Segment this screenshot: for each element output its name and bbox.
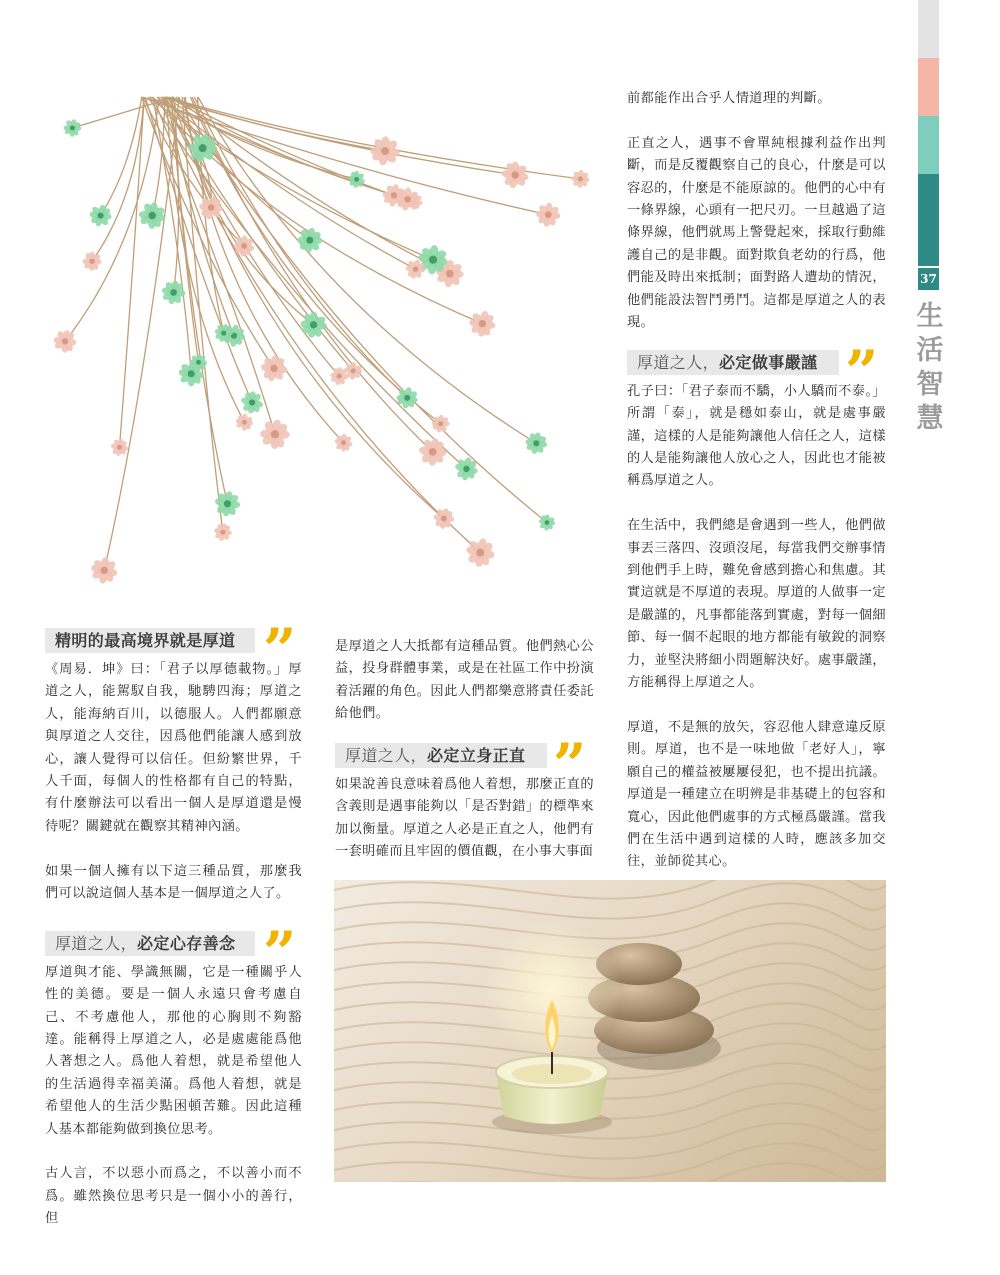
heading-prefix: 厚道之人，: [55, 933, 138, 953]
quote-mark-icon: ”: [845, 337, 873, 406]
pink-bloom: [110, 438, 128, 456]
green-bloom: [538, 514, 555, 531]
green-bloom: [63, 119, 81, 137]
pink-bloom: [536, 202, 561, 227]
heading-strong: 必定做事嚴謹: [719, 352, 818, 372]
paragraph: 正直之人，遇事不會單純根據利益作出判斷，而是反覆觀察自己的良心，什麼是可以容忍的，什麼是不能原諒的。他們的心中有一條界線，心頭有一把尺刃。一旦越過了這條界線，他們就馬上警覺起來，採取行動維護自己的是非觀。面對欺負老幼的行爲，他們能及時出來抵制；面對路人遭劫的情況，他們能設法智鬥勇鬥。這都是厚道之人的表現。: [627, 135, 886, 331]
green-bloom: [240, 391, 263, 414]
paragraph: 厚道與才能、學識無關，它是一種關乎人性的美德。要是一個人永遠只會考慮自己、不考慮他人，那他的心胸則不夠豁達。能稱得上厚道之人，必是處處能爲他人著想之人。爲他人着想，就是希望他人的生活過得幸福美滿。爲他人着想，就是希望他人的生活少點困頓苦難。因此這種人基本都能夠做到換位思考。: [45, 964, 302, 1137]
quote-mark-icon: ”: [263, 616, 291, 684]
heading-strong: 必定心存善念: [137, 933, 236, 953]
green-bloom: [139, 202, 167, 229]
paragraph: 《周易．坤》曰：「君子以厚德載物。」厚道之人，能駕馭自我，馳騁四海；厚道之人，能海納百川，以德服人。人們都願意與厚道之人交往，因爲他們能讓人感到放心，讓人覺得可以信任。但紛繁世界，千人千面，每個人的性格都有自己的特點，有什麼辦法可以看出一個人是厚道還是慢待呢？關鍵就在觀察其精神內涵。: [45, 662, 302, 834]
pink-bloom: [571, 170, 590, 189]
column-3: [627, 88, 886, 874]
tab-gray: [918, 0, 939, 58]
quote-mark-icon: ”: [263, 918, 291, 987]
pink-bloom: [469, 310, 496, 337]
heading-kind-heart: [45, 918, 302, 987]
section-tab-strip: [918, 0, 939, 266]
pink-bloom: [370, 136, 400, 166]
flower-photo: [45, 92, 610, 600]
green-bloom: [525, 432, 548, 455]
tab-mint: [918, 116, 939, 174]
tab-teal: [918, 174, 939, 266]
pink-bloom: [432, 415, 450, 433]
pink-bloom: [261, 355, 288, 382]
heading-upright: [335, 731, 594, 800]
green-bloom: [297, 227, 322, 253]
page-number: 37: [918, 268, 939, 290]
flower-illustration: [45, 92, 610, 600]
paragraph: 前都能作出合乎人情道理的判斷。: [627, 91, 831, 106]
paragraph: 是厚道之人大抵都有這種品質。他們熱心公益，投身群體事業，或是在社區工作中扮演着活躍的角色。因此人們都樂意將責任委託給他們。: [335, 639, 594, 722]
paragraph: 古人言，不以惡小而爲之，不以善小而不爲。雖然換位思考只是一個小小的善行，但: [45, 1166, 302, 1227]
paragraph: 孔子曰：「君子泰而不驕，小人驕而不泰。」所謂「泰」，就是穩如泰山，就是處事嚴謹，這樣的人是能夠讓他人信任之人，這樣的人是能夠讓他人放心之人，因此也才能被稱爲厚道之人。: [627, 383, 886, 489]
heading-prefix: 厚道之人，: [345, 746, 428, 766]
heading-highest-realm: [45, 616, 302, 684]
paragraph: 在生活中，我們總是會遇到一些人，他們做事丟三落四、沒頭沒尾，每當我們交辦事情到他們手上時，難免會感到擔心和焦慮。其實這就是不厚道的表現。厚道的人做事一定是嚴謹的，凡事都能落到實處，對每一個細節、每一個不起眼的地方都能有敏銳的洞察力，並堅決將細小問題解決好。處事嚴謹，方能稱得上厚道之人。: [627, 518, 886, 691]
paragraph: 如果一個人擁有以下這三種品質，那麼我們可以說這個人基本是一個厚道之人了。: [45, 863, 302, 902]
green-bloom: [89, 204, 112, 227]
pink-bloom: [214, 523, 233, 542]
zen-illustration: [334, 880, 886, 1182]
tab-pink: [918, 58, 939, 116]
heading-strong: 必定立身正直: [427, 746, 526, 766]
paragraph: 如果說善良意味着爲他人着想，那麼正直的含義則是遇事能夠以「是否對錯」的標準來加以衡量。厚道之人必是正直之人，他們有一套明確而且牢固的價值觀，在小事大事面: [335, 777, 594, 860]
column-1: [45, 616, 302, 1231]
pink-bloom: [260, 419, 290, 449]
pink-bloom: [82, 252, 102, 271]
heading-rigorous: [627, 337, 886, 406]
pink-bloom: [53, 329, 77, 352]
pink-bloom: [501, 161, 529, 189]
column-2: [335, 636, 594, 864]
heading-prefix: 厚道之人，: [637, 352, 720, 372]
pink-bloom: [90, 557, 118, 584]
pink-bloom: [235, 413, 253, 431]
candle-stones-photo: [334, 880, 886, 1182]
pink-bloom: [465, 538, 495, 568]
heading-text: 精明的最高境界就是厚道: [55, 631, 236, 650]
quote-mark-icon: ”: [553, 731, 581, 800]
section-title: 生活智慧: [916, 301, 944, 434]
paragraph: 厚道，不是無的放矢，容忍他人肆意違反原則。厚道，也不是一味地做「老好人」，寧願自己的權益被屢屢侵犯，也不提出抗議。厚道是一種建立在明辨是非基礎上的包容和寬心，因此他們處事的方式極爲嚴謹。當我們在生活中遇到這樣的人時，應該多加交往，並師從其心。: [627, 719, 886, 870]
